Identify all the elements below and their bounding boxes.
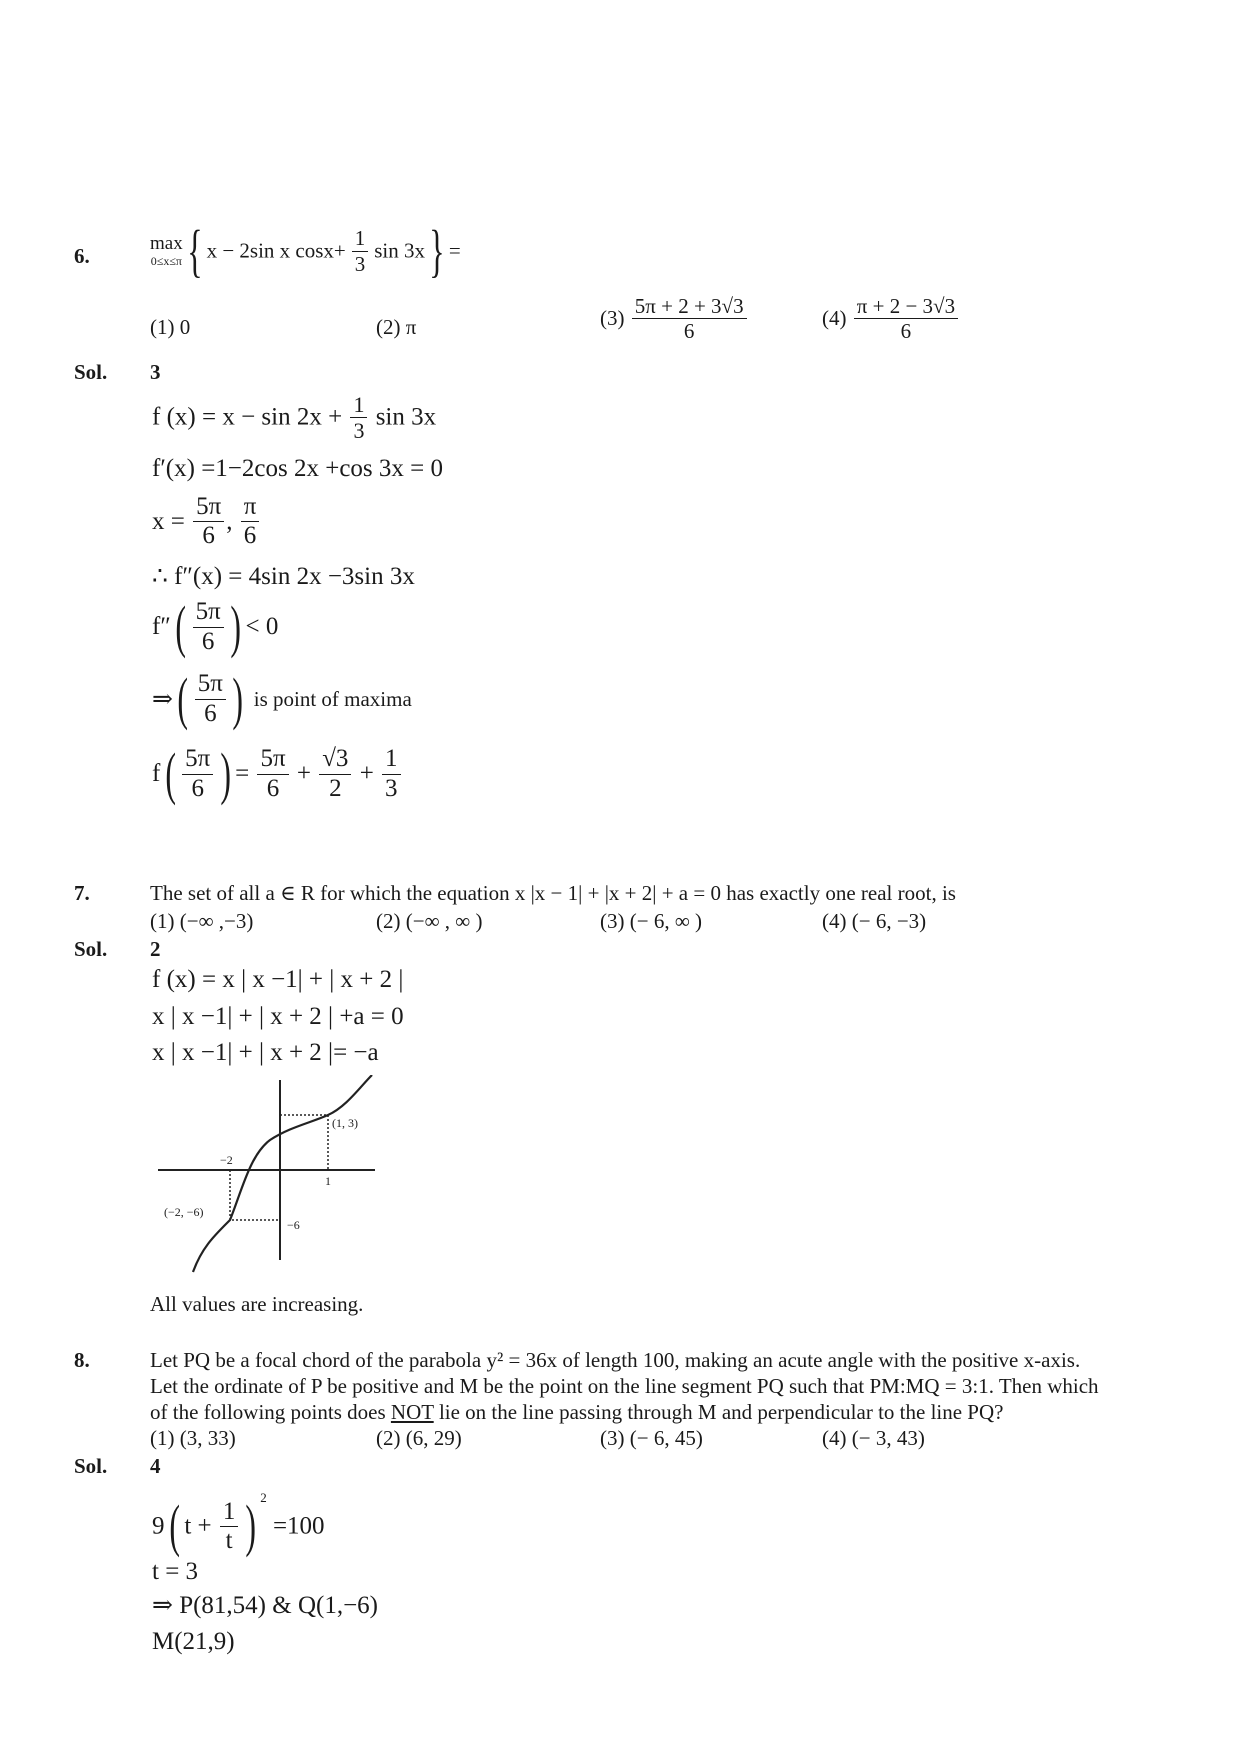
q8-option-4: (4) (− 3, 43) (822, 1426, 925, 1450)
sol8-answer: 4 (150, 1454, 161, 1478)
sol6-line2: f′(x) =1−2cos 2x +cos 3x = 0 (152, 455, 443, 482)
question-8-line1: Let PQ be a focal chord of the parabola y² = 36x of length 100, making an acute angle with the positive x-axis. (150, 1348, 1081, 1372)
q6-expr-right: sin 3x (374, 238, 426, 263)
label-neg6: −6 (287, 1218, 300, 1232)
q8-option-2: (2) (6, 29) (376, 1426, 462, 1450)
sol6-answer: 3 (150, 360, 161, 384)
q7-option-1: (1) (−∞ ,−3) (150, 909, 254, 933)
q6-option-3: (3) $\frac{5\pi + 2 + 3√3}{6}$ (600, 295, 749, 342)
q7-option-2: (2) (−∞ , ∞ ) (376, 909, 483, 933)
question-8-number: 8. (74, 1348, 90, 1372)
question-6-expression: max 0≤x≤π { x − 2sin x cosx+ $\frac{1}{3}$ sin 3x } = (150, 218, 461, 283)
sol6-label: Sol. (74, 360, 108, 384)
sol8-label: Sol. (74, 1454, 108, 1478)
q7-option-3: (3) (− 6, ∞ ) (600, 909, 703, 933)
function-curve (193, 1075, 372, 1272)
label-neg2-neg6: (−2, −6) (164, 1205, 204, 1219)
sol8-line1: 9 ( t + $\frac{1}{t}$ ) $^2$ =100 (152, 1490, 325, 1559)
sol8-line2: t = 3 (152, 1558, 199, 1585)
sol7-line2: x | x −1| + | x + 2 | +a = 0 (152, 1003, 404, 1030)
sol6-line7: f ( $\frac{5\pi}{6}$ ) = $\frac{5\pi}{6}$ + $\frac{√3}{2}$ + $\frac{1}{3}$ (152, 745, 403, 803)
label-neg2: −2 (220, 1153, 233, 1167)
sol7-line3: x | x −1| + | x + 2 |= −a (152, 1039, 379, 1066)
q6-expr-left: x − 2sin x cosx+ (206, 238, 346, 263)
sol7-answer: 2 (150, 937, 161, 961)
label-1-3: (1, 3) (332, 1116, 358, 1130)
max-range: 0≤x≤π (150, 253, 182, 268)
max-operator: max (150, 232, 183, 254)
sol6-line3: x = $\frac{5\pi}{6}$ , $\frac{\pi}{6}$ (152, 494, 261, 550)
sol6-line1: f (x) = x − sin 2x + $\frac{1}{3}$ sin 3x (152, 392, 437, 444)
question-7-number: 7. (74, 881, 90, 905)
question-8-line2: Let the ordinate of P be positive and M be the point on the line segment PQ such that PM:MQ = 3:1. Then which (150, 1374, 1099, 1398)
not-emphasis: NOT (390, 1400, 434, 1424)
question-8-line3: of the following points does NOT lie on the line passing through M and perpendicular to the line PQ? (150, 1400, 1004, 1424)
label-1: 1 (325, 1174, 331, 1188)
q8-option-3: (3) (− 6, 45) (600, 1426, 703, 1450)
sol6-line5: f″ ( $\frac{5\pi}{6}$ ) < 0 (152, 594, 279, 659)
sol7-graph (150, 1075, 390, 1290)
q7-option-4: (4) (− 6, −3) (822, 909, 927, 933)
q6-option-2: (2) π (376, 315, 417, 339)
q6-equals: = (448, 238, 461, 263)
sol6-line6: ⇒ ( $\frac{5\pi}{6}$ ) is point of maxima (152, 666, 412, 731)
sol8-line3: ⇒ P(81,54) & Q(1,−6) (152, 1592, 379, 1619)
sol7-label: Sol. (74, 937, 108, 961)
sol7-line1: f (x) = x | x −1| + | x + 2 | (152, 966, 404, 993)
sol6-line4: ∴ f″(x) = 4sin 2x −3sin 3x (152, 563, 415, 590)
guide-point-neg2-neg6 (230, 1170, 280, 1220)
q6-option-1: (1) 0 (150, 315, 191, 339)
q6-option-4: (4) $\frac{\pi + 2 - 3√3}{6}$ (822, 295, 960, 342)
q6-fraction: $\frac{1}{3}$ (352, 227, 369, 274)
sol8-line4: M(21,9) (152, 1628, 235, 1655)
q8-option-1: (1) (3, 33) (150, 1426, 236, 1450)
question-7-text: The set of all a ∈ R for which the equation x |x − 1| + |x + 2| + a = 0 has exactly one real root, is (150, 881, 956, 905)
question-6-number: 6. (74, 244, 90, 268)
sol7-conclusion: All values are increasing. (150, 1292, 364, 1316)
